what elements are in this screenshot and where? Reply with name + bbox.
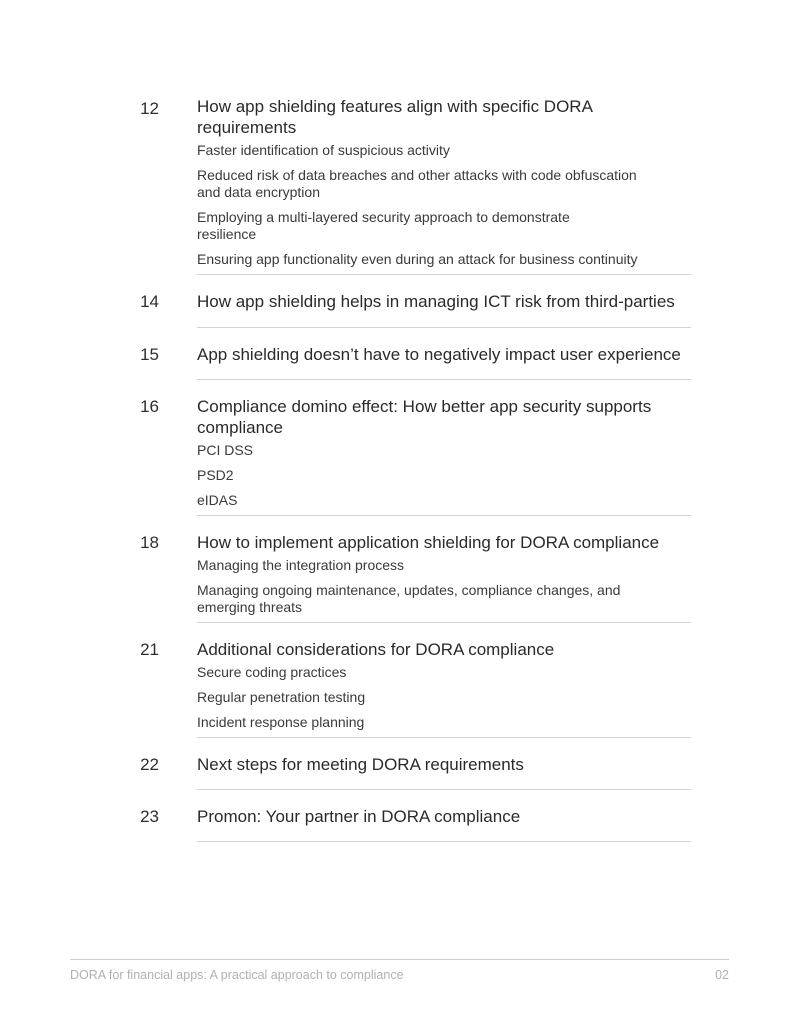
toc-title[interactable]: Additional considerations for DORA compliance [197,640,555,659]
toc-page-number: 23 [140,807,159,826]
toc-entry-16[interactable] [0,396,800,516]
toc-entry-23[interactable] [0,806,800,842]
toc-entry-22[interactable] [0,754,800,790]
toc-entry-body [197,96,691,275]
toc-title[interactable]: How app shielding features align with specific DORA requirements [197,97,592,137]
toc-title[interactable]: How to implement application shielding for DORA compliance [197,533,660,552]
toc-title[interactable]: Next steps for meeting DORA requirements [197,755,524,774]
toc-subsections [197,142,691,268]
toc-entry-body [197,344,691,380]
toc-page-number: 21 [140,640,159,659]
toc-page-number: 18 [140,533,159,552]
toc-subsection[interactable]: Secure coding practices [197,664,347,680]
toc-page-number: 16 [140,397,159,416]
toc-subsection[interactable]: Managing the integration process [197,557,405,573]
toc-entry-body [197,291,691,328]
toc-entry-12[interactable] [0,96,800,275]
toc-entry-14[interactable] [0,291,800,328]
toc-title[interactable]: Compliance domino effect: How better app security supports compliance [197,397,652,437]
toc-subsection[interactable]: Faster identification of suspicious activity [197,142,450,158]
toc-subsection[interactable]: Incident response planning [197,714,365,730]
toc-entry-body [197,754,691,790]
toc-title[interactable]: App shielding doesn’t have to negatively impact user experience [197,345,681,364]
footer-page-number: 02 [715,968,729,982]
toc-entry-body [197,532,691,623]
toc-page-number: 22 [140,755,159,774]
toc-entry-body [197,806,691,842]
toc-subsection[interactable]: PSD2 [197,467,234,483]
toc-subsections [197,664,691,731]
toc-entry-18[interactable] [0,532,800,623]
toc-subsection[interactable]: PCI DSS [197,442,254,458]
toc-page-number: 15 [140,345,159,364]
toc-subsection[interactable]: Reduced risk of data breaches and other attacks with code obfuscation and data encryption [197,167,637,200]
toc-page-number: 14 [140,292,159,311]
toc-page-number: 12 [140,99,159,118]
toc-entry-21[interactable] [0,639,800,738]
table-of-contents [0,96,800,842]
toc-entry-body [197,639,691,738]
toc-subsection[interactable]: Managing ongoing maintenance, updates, compliance changes, and emerging threats [197,582,621,615]
toc-entry-15[interactable] [0,344,800,380]
toc-entry-body [197,396,691,516]
toc-subsection[interactable]: Regular penetration testing [197,689,366,705]
toc-subsection[interactable]: Ensuring app functionality even during an attack for business continuity [197,251,638,267]
footer-document-title: DORA for financial apps: A practical approach to compliance [70,968,404,982]
toc-subsections [197,557,691,616]
toc-subsections [197,442,691,509]
toc-subsection[interactable]: Employing a multi-layered security approach to demonstrate resilience [197,209,570,242]
toc-subsection[interactable]: eIDAS [197,492,238,508]
footer-divider [70,959,729,960]
toc-title[interactable]: How app shielding helps in managing ICT risk from third-parties [197,292,675,311]
toc-title[interactable]: Promon: Your partner in DORA compliance [197,807,521,826]
